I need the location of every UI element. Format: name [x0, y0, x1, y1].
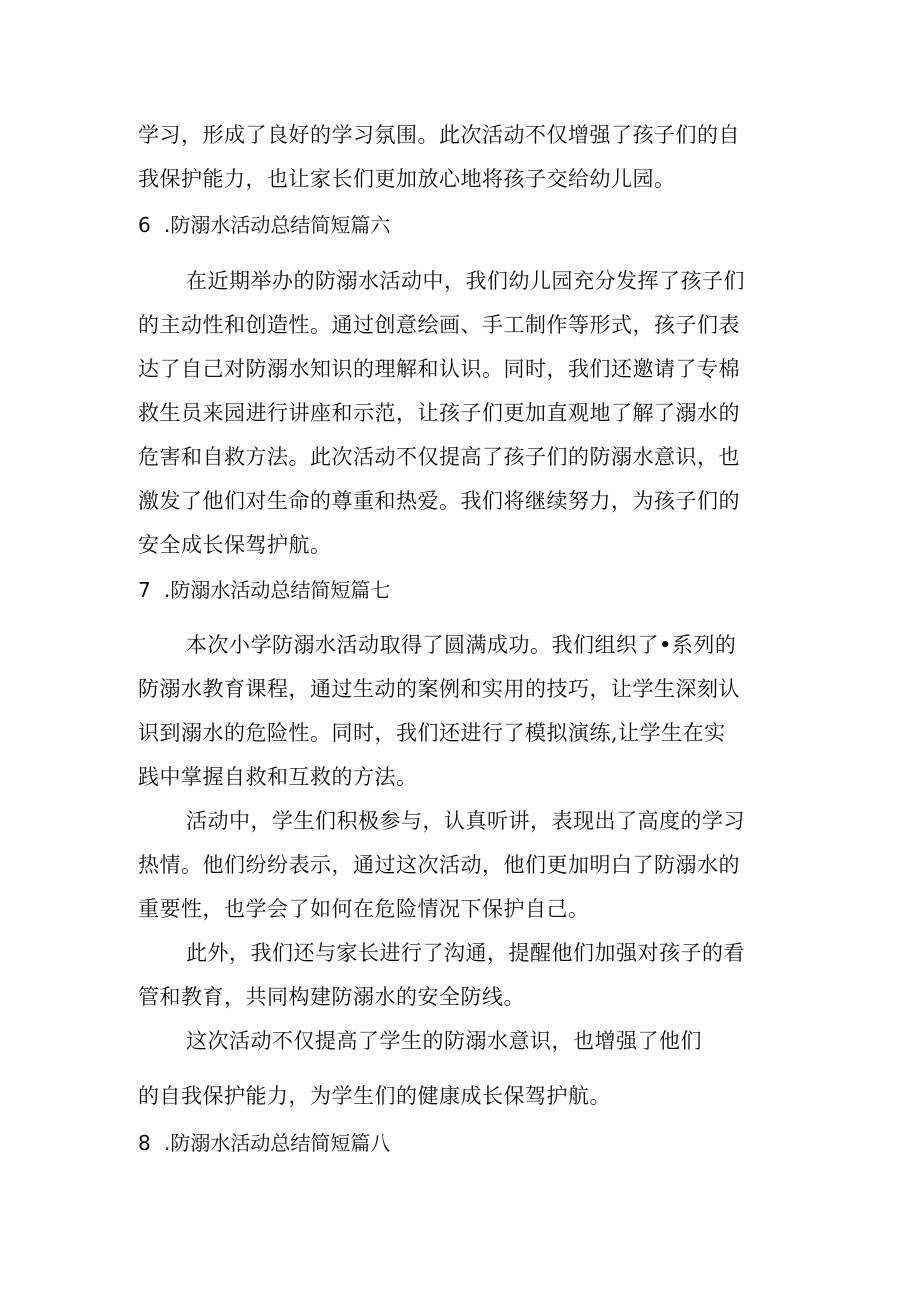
- paragraph-line: 我保护能力，也让家长们更加放心地将孩子交给幼儿园。: [138, 167, 676, 191]
- section-heading-7: [138, 575, 390, 605]
- paragraph-line: 安全成长保驾护航。: [138, 533, 332, 557]
- paragraph-line: 危害和自救方法。此次活动不仅提高了孩子们的防溺水意识，也: [138, 445, 740, 469]
- paragraph-line: 达了自己对防溺水知识的理解和认识。同时，我们还邀请了专棉: [138, 357, 740, 381]
- paragraph-line: 本次小学防溺水活动取得了圆满成功。我们组织了•系列的: [186, 633, 737, 657]
- section-title: .防溺水活动总结简短篇六: [164, 213, 391, 237]
- paragraph-line: 管和教育，共同构建防溺水的安全防线。: [138, 985, 525, 1009]
- section-title: .防溺水活动总结简短篇八: [164, 1131, 391, 1155]
- paragraph-line: 激发了他们对生命的尊重和热爱。我们将继续努力，为孩子们的: [138, 489, 740, 513]
- paragraph-line: 重要性，也学会了如何在危险情况下保护自己。: [138, 897, 590, 921]
- section-heading-6: [138, 210, 390, 240]
- section-number: 8: [138, 1131, 151, 1155]
- paragraph-line: 活动中，学生们积极参与，认真听讲，表现出了高度的学习: [186, 809, 745, 833]
- section-number: 7: [138, 578, 151, 602]
- paragraph-line: 识到溺水的危险性。同时，我们还进行了模拟演练,让学生在实: [138, 721, 726, 745]
- paragraph-line: 热情。他们纷纷表示，通过这次活动，他们更加明白了防溺水的: [138, 853, 740, 877]
- paragraph-line: 此外，我们还与家长进行了沟通，提醒他们加强对孩子的看: [186, 941, 745, 965]
- section-title: .防溺水活动总结简短篇七: [164, 578, 391, 602]
- paragraph-line: 在近期举办的防溺水活动中，我们幼儿园充分发挥了孩子们: [186, 269, 745, 293]
- paragraph-line: 践中掌握自救和互救的方法。: [138, 765, 418, 789]
- paragraph-line: 防溺水教育课程，通过生动的案例和实用的技巧，让学生深刻认: [138, 677, 740, 701]
- paragraph-line: 救生员来园进行讲座和示范，让孩子们更加直观地了解了溺水的: [138, 401, 740, 425]
- section-number: 6: [138, 213, 151, 237]
- paragraph-line: 学习，形成了良好的学习氛围。此次活动不仅增强了孩子们的自: [138, 123, 740, 147]
- paragraph-line: 这次活动不仅提高了学生的防溺水意识，也增强了他们: [186, 1029, 702, 1053]
- section-heading-8: [138, 1128, 390, 1158]
- paragraph-line: 的主动性和创造性。通过创意绘画、手工制作等形式，孩子们表: [138, 313, 740, 337]
- paragraph-line: 的自我保护能力，为学生们的健康成长保驾护航。: [138, 1084, 611, 1108]
